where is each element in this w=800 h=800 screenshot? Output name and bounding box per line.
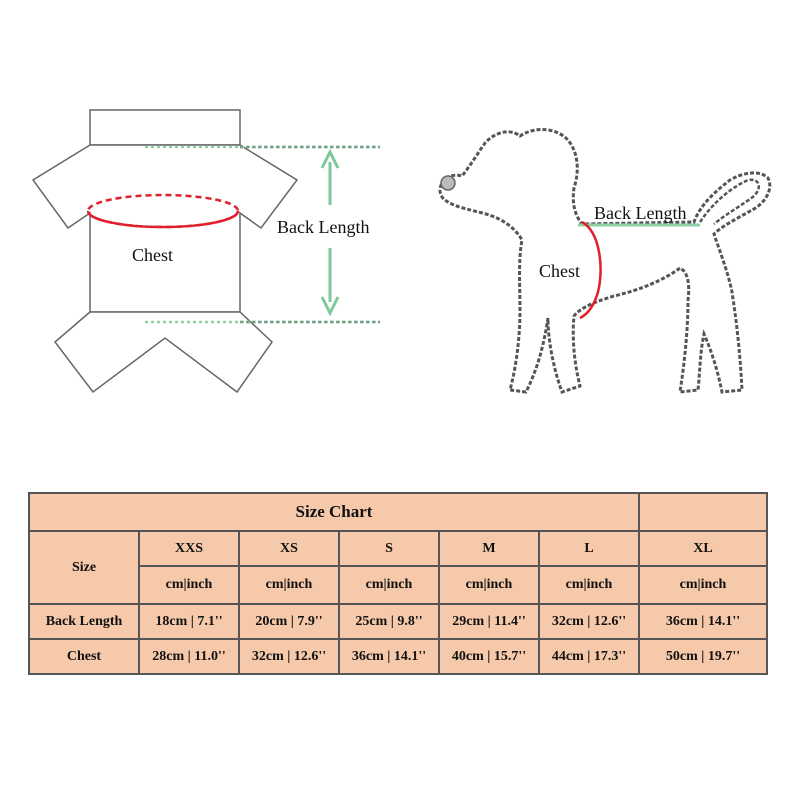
unit-cell: cm|inch: [539, 566, 639, 604]
size-s: S: [339, 531, 439, 566]
dog-chest-label: Chest: [539, 261, 581, 281]
back-length-xxs: 18cm | 7.1'': [139, 604, 239, 639]
unit-cell: cm|inch: [339, 566, 439, 604]
shirt-illustration: [33, 110, 380, 392]
row-label-back-length: Back Length: [29, 604, 139, 639]
shirt-back-length-label: Back Length: [277, 217, 370, 237]
back-length-row: [29, 604, 767, 639]
shirt-body: [33, 145, 297, 312]
dog-back-length-label: Back Length: [594, 203, 687, 223]
chest-l: 44cm | 17.3'': [539, 639, 639, 674]
dog-tail-inner: [700, 180, 759, 224]
chest-s: 36cm | 14.1'': [339, 639, 439, 674]
back-length-down-arrow: [322, 248, 338, 313]
size-chart-title-blank: [639, 493, 767, 531]
back-length-l: 32cm | 12.6'': [539, 604, 639, 639]
back-length-up-arrow: [322, 152, 338, 205]
size-chart-table: [28, 492, 768, 675]
unit-cell: cm|inch: [639, 566, 767, 604]
chest-xl: 50cm | 19.7'': [639, 639, 767, 674]
size-m: M: [439, 531, 539, 566]
shirt-legs: [55, 312, 272, 392]
back-length-m: 29cm | 11.4'': [439, 604, 539, 639]
size-xs: XS: [239, 531, 339, 566]
chest-xxs: 28cm | 11.0'': [139, 639, 239, 674]
size-l: L: [539, 531, 639, 566]
size-chart-title-row: [29, 493, 767, 531]
unit-cell: cm|inch: [139, 566, 239, 604]
back-length-xs: 20cm | 7.9'': [239, 604, 339, 639]
back-length-xl: 36cm | 14.1'': [639, 604, 767, 639]
size-chart-title: Size Chart: [29, 493, 639, 531]
shirt-chest-label: Chest: [132, 245, 174, 265]
unit-row: [29, 566, 767, 604]
unit-cell: cm|inch: [239, 566, 339, 604]
row-label-chest: Chest: [29, 639, 139, 674]
size-xl: XL: [639, 531, 767, 566]
unit-cell: cm|inch: [439, 566, 539, 604]
dog-illustration: [440, 130, 770, 393]
dog-outline: [440, 130, 770, 393]
size-header-label: Size: [29, 531, 139, 604]
chest-row: [29, 639, 767, 674]
size-xxs: XXS: [139, 531, 239, 566]
chest-xs: 32cm | 12.6'': [239, 639, 339, 674]
size-header-row: [29, 531, 767, 566]
chest-m: 40cm | 15.7'': [439, 639, 539, 674]
dog-nose: [441, 176, 455, 190]
shirt-collar: [90, 110, 240, 145]
back-length-s: 25cm | 9.8'': [339, 604, 439, 639]
